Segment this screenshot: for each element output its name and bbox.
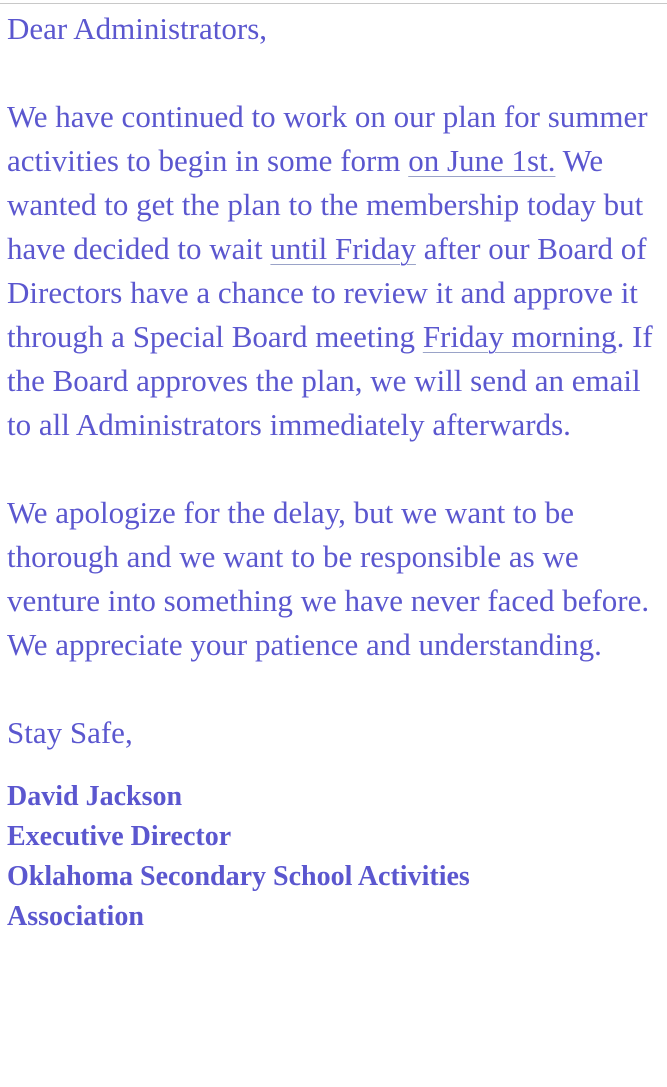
spacer xyxy=(7,51,657,95)
paragraph-text: We wanted to get the plan to the membership today but have decided to wait xyxy=(7,143,644,266)
paragraph-apology: We apologize for the delay, but we want to be thorough and we want to be responsible as we venture into something we have never faced before. We appreciate your patience and understanding. xyxy=(7,495,650,662)
paragraph-plan-update xyxy=(7,95,657,447)
closing: Stay Safe, xyxy=(7,715,133,750)
date-link-june-1st[interactable]: on June 1st. xyxy=(408,143,556,178)
top-divider xyxy=(0,3,667,4)
date-link-until-friday[interactable]: until Friday xyxy=(270,231,416,266)
spacer xyxy=(7,447,657,491)
signature-organization: Oklahoma Secondary School Activities xyxy=(7,861,470,892)
email-body xyxy=(7,7,657,937)
greeting: Dear Administrators, xyxy=(7,11,268,46)
signature-block xyxy=(7,777,657,937)
paragraph-text: after our Board of Directors have a chance to review it and approve it through a Special Board meeting xyxy=(7,231,647,354)
spacer xyxy=(7,667,657,711)
signature-title: Executive Director xyxy=(7,821,232,852)
date-link-friday-morning[interactable]: Friday morning xyxy=(422,319,617,354)
paragraph-text: We have continued to work on our plan for summer activities to begin in some form xyxy=(7,99,648,178)
signature-organization-cont: Association xyxy=(7,901,144,932)
signature-name: David Jackson xyxy=(7,781,183,812)
paragraph-text: . If the Board approves the plan, we will send an email to all Administrators immediately afterwards. xyxy=(7,319,653,442)
